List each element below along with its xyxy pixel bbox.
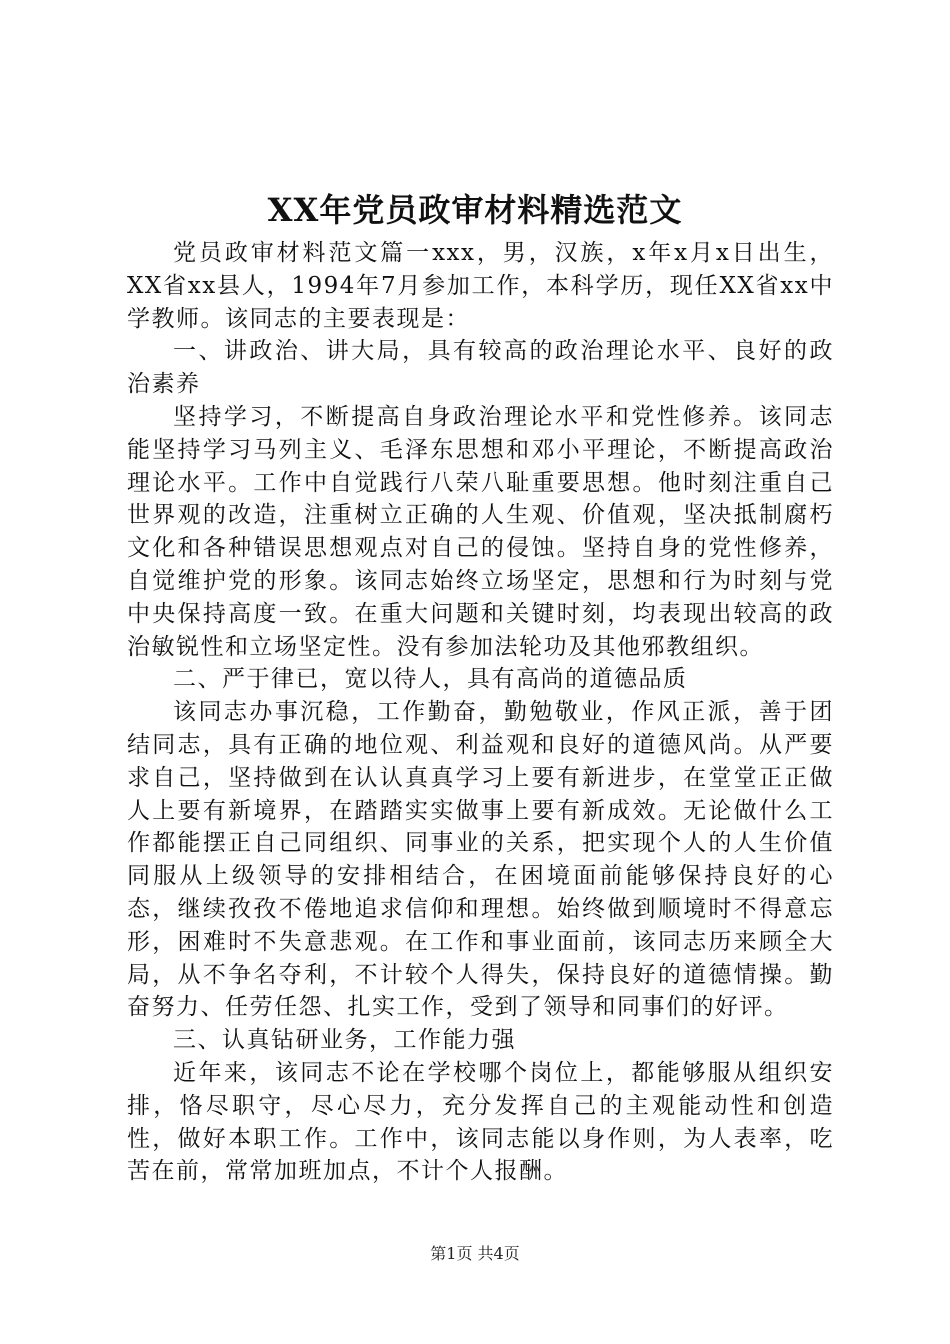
section-heading-3: 三、认真钻研业务，工作能力强	[173, 1027, 516, 1054]
paragraph-intro: 党员政审材料范文篇一xxx，男，汉族，x年x月x日出生，XX省xx县人，1994年7月参加工作，本科学历，现任XX省xx中学教师。该同志的主要表现是：	[127, 240, 834, 332]
page-number-footer: 第1页 共4页	[430, 1244, 520, 1263]
document-title: XX年党员政审材料精选范文	[267, 191, 683, 229]
document-body	[127, 237, 834, 1188]
section-heading-2: 二、严于律已，宽以待人，具有高尚的道德品质	[173, 666, 688, 693]
paragraph-section-2: 该同志办事沉稳，工作勤奋，勤勉敬业，作风正派，善于团结同志，具有正确的地位观、利益观和良好的道德风尚。从严要求自己，坚持做到在认认真真学习上要有新进步，在堂堂正正做人上要有新境界，在踏踏实实做事上要有新成效。无论做什么工作都能摆正自己同组织、同事业的关系，把实现个人的人生价值同服从上级领导的安排相结合，在困境面前能够保持良好的心态，继续孜孜不倦地追求信仰和理想。始终做到顺境时不得意忘形，困难时不失意悲观。在工作和事业面前，该同志历来顾全大局，从不争名夺利，不计较个人得失，保持良好的道德情操。勤奋努力、任劳任怨、扎实工作，受到了领导和同事们的好评。	[127, 699, 834, 1021]
paragraph-section-1: 坚持学习，不断提高自身政治理论水平和党性修养。该同志能坚持学习马列主义、毛泽东思想和邓小平理论，不断提高政治理论水平。工作中自觉践行八荣八耻重要思想。他时刻注重自己世界观的改造，注重树立正确的人生观、价值观，坚决抵制腐朽文化和各种错误思想观点对自己的侵蚀。坚持自身的党性修养，自觉维护党的形象。该同志始终立场坚定，思想和行为时刻与党中央保持高度一致。在重大问题和关键时刻，均表现出较高的政治敏锐性和立场坚定性。没有参加法轮功及其他邪教组织。	[127, 403, 834, 660]
paragraph-section-3: 近年来，该同志不论在学校哪个岗位上，都能够服从组织安排，恪尽职守，尽心尽力，充分发挥自己的主观能动性和创造性，做好本职工作。工作中，该同志能以身作则，为人表率，吃苦在前，常常加班加点，不计个人报酬。	[127, 1059, 834, 1185]
section-heading-1: 一、讲政治、讲大局，具有较高的政治理论水平、良好的政治素养	[127, 338, 834, 398]
